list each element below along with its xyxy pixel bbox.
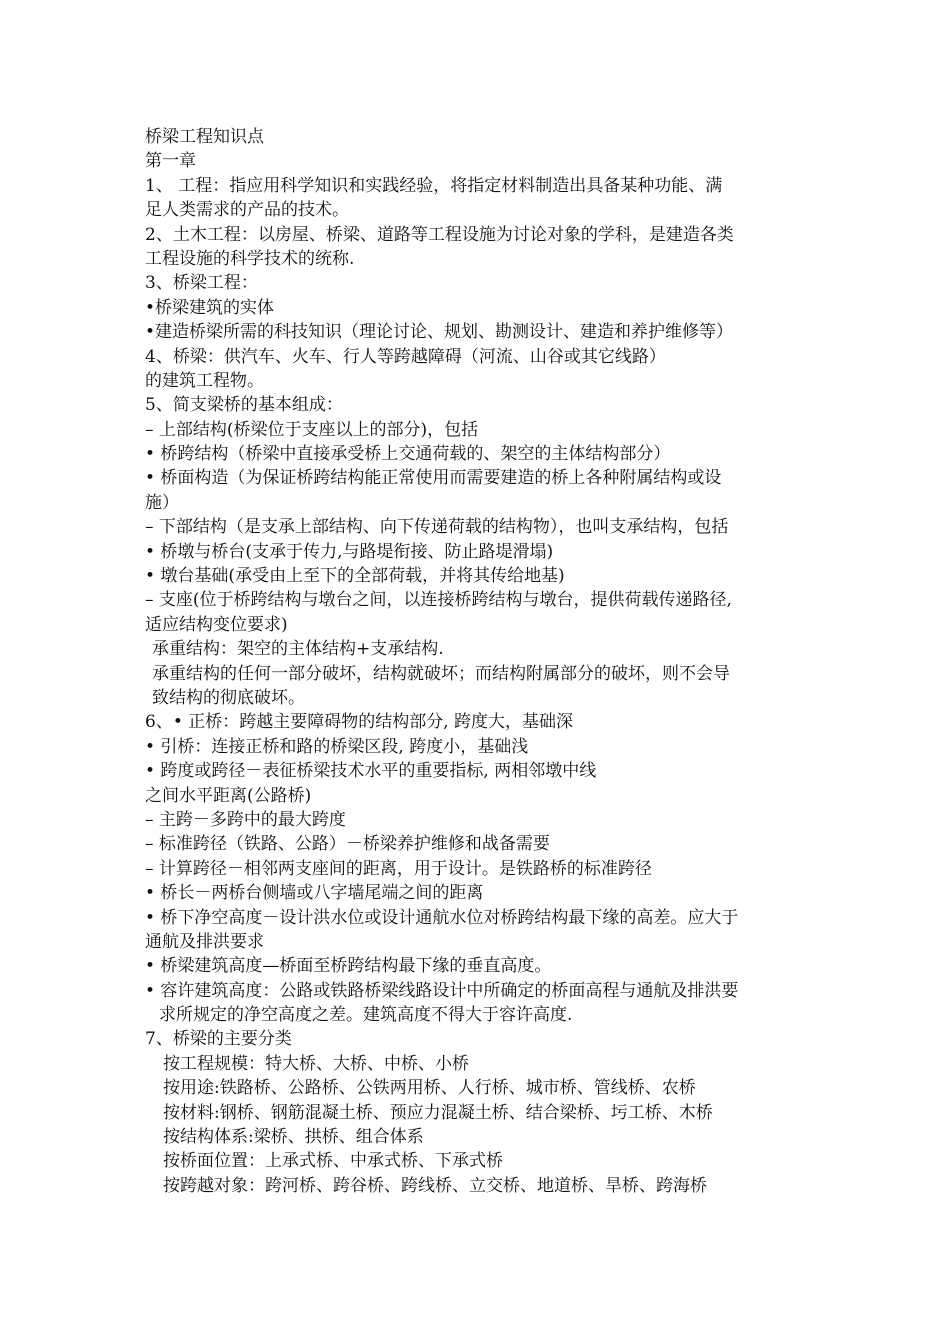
text-line: 之间水平距离(公路桥): [145, 785, 312, 806]
text-line: 按工程规模：特大桥、大桥、中桥、小桥: [163, 1053, 469, 1074]
text-line: 通航及排洪要求: [145, 931, 264, 952]
text-line: • 桥长－两桥台侧墙或八字墙尾端之间的距离: [145, 883, 484, 904]
text-line: •建造桥梁所需的科技知识（理论讨论、规划、勘测设计、建造和养护维修等）: [145, 322, 734, 343]
text-line: • 桥下净空高度－设计洪水位或设计通航水位对桥跨结构最下缘的高差。应大于: [145, 907, 739, 928]
text-line: 6、• 正桥：跨越主要障碍物的结构部分, 跨度大，基础深: [145, 712, 574, 733]
text-line: • 墩台基础(承受由上至下的全部荷载，并将其传给地基): [145, 566, 565, 587]
text-line: 2、土木工程：以房屋、桥梁、道路等工程设施为讨论对象的学科，是建造各类: [145, 224, 734, 245]
text-line: 4、桥梁：供汽车、火车、行人等跨越障碍（河流、山谷或其它线路）: [145, 346, 666, 367]
text-line: 求所规定的净空高度之差。建筑高度不得大于容许高度.: [159, 1005, 573, 1026]
text-line: – 标准跨径（铁路、公路）－桥梁养护维修和战备需要: [145, 834, 550, 855]
document-title: 桥梁工程知识点: [145, 127, 264, 147]
text-line: 3、桥梁工程：: [145, 273, 258, 294]
text-line: • 引桥：连接正桥和路的桥梁区段, 跨度小，基础浅: [145, 736, 529, 757]
text-line: • 桥梁建筑高度—桥面至桥跨结构最下缘的垂直高度。: [145, 956, 552, 977]
text-line: 按跨越对象：跨河桥、跨谷桥、跨线桥、立交桥、地道桥、旱桥、跨海桥: [163, 1175, 707, 1196]
text-line: 按结构体系:梁桥、拱桥、组合体系: [163, 1127, 424, 1148]
text-line: – 支座(位于桥跨结构与墩台之间，以连接桥跨结构与墩台，提供荷载传递路径,: [145, 590, 732, 611]
text-line: 工程设施的科学技术的统称.: [145, 248, 355, 269]
text-line: 按桥面位置：上承式桥、中承式桥、下承式桥: [163, 1151, 503, 1172]
text-line: 7、桥梁的主要分类: [145, 1029, 292, 1050]
text-line: 足人类需求的产品的技术。: [145, 200, 349, 221]
text-line: 致结构的彻底破坏。: [152, 687, 305, 708]
text-line: 承重结构：架空的主体结构+支承结构.: [152, 639, 444, 660]
text-line: • 桥跨结构（桥梁中直接承受桥上交通荷载的、架空的主体结构部分）: [145, 444, 671, 465]
text-line: – 上部结构(桥梁位于支座以上的部分)，包括: [145, 419, 479, 440]
text-line: 适应结构变位要求): [145, 614, 288, 635]
text-line: 5、简支梁桥的基本组成：: [145, 395, 343, 416]
text-line: 按材料:钢桥、钢筋混凝土桥、预应力混凝土桥、结合梁桥、圬工桥、木桥: [163, 1102, 713, 1123]
text-line: 的建筑工程物。: [145, 370, 264, 391]
text-line: 1、 工程：指应用科学知识和实践经验，将指定材料制造出具备某种功能、满: [145, 175, 723, 196]
text-line: • 跨度或跨径－表征桥梁技术水平的重要指标, 两相邻墩中线: [145, 761, 597, 782]
text-line: • 桥面构造（为保证桥跨结构能正常使用而需要建造的桥上各种附属结构或设: [145, 468, 722, 489]
text-line: 按用途:铁路桥、公路桥、公铁两用桥、人行桥、城市桥、管线桥、农桥: [163, 1078, 696, 1099]
text-line: 承重结构的任何一部分破坏，结构就破坏；而结构附属部分的破坏，则不会导: [152, 663, 730, 684]
text-line: 施）: [145, 492, 179, 513]
text-line: – 主跨－多跨中的最大跨度: [145, 809, 346, 830]
text-line: • 桥墩与桥台(支承于传力,与路堤衔接、防止路堤滑塌): [145, 541, 554, 562]
text-line: • 容许建筑高度：公路或铁路桥梁线路设计中所确定的桥面高程与通航及排洪要: [145, 980, 739, 1001]
text-line: – 下部结构（是支承上部结构、向下传递荷载的结构物），也叫支承结构，包括: [145, 517, 729, 538]
document-body: [145, 125, 825, 1198]
chapter-heading: 第一章: [145, 151, 196, 172]
text-line: – 计算跨径－相邻两支座间的距离，用于设计。是铁路桥的标准跨径: [145, 858, 652, 879]
text-line: •桥梁建筑的实体: [145, 297, 275, 318]
